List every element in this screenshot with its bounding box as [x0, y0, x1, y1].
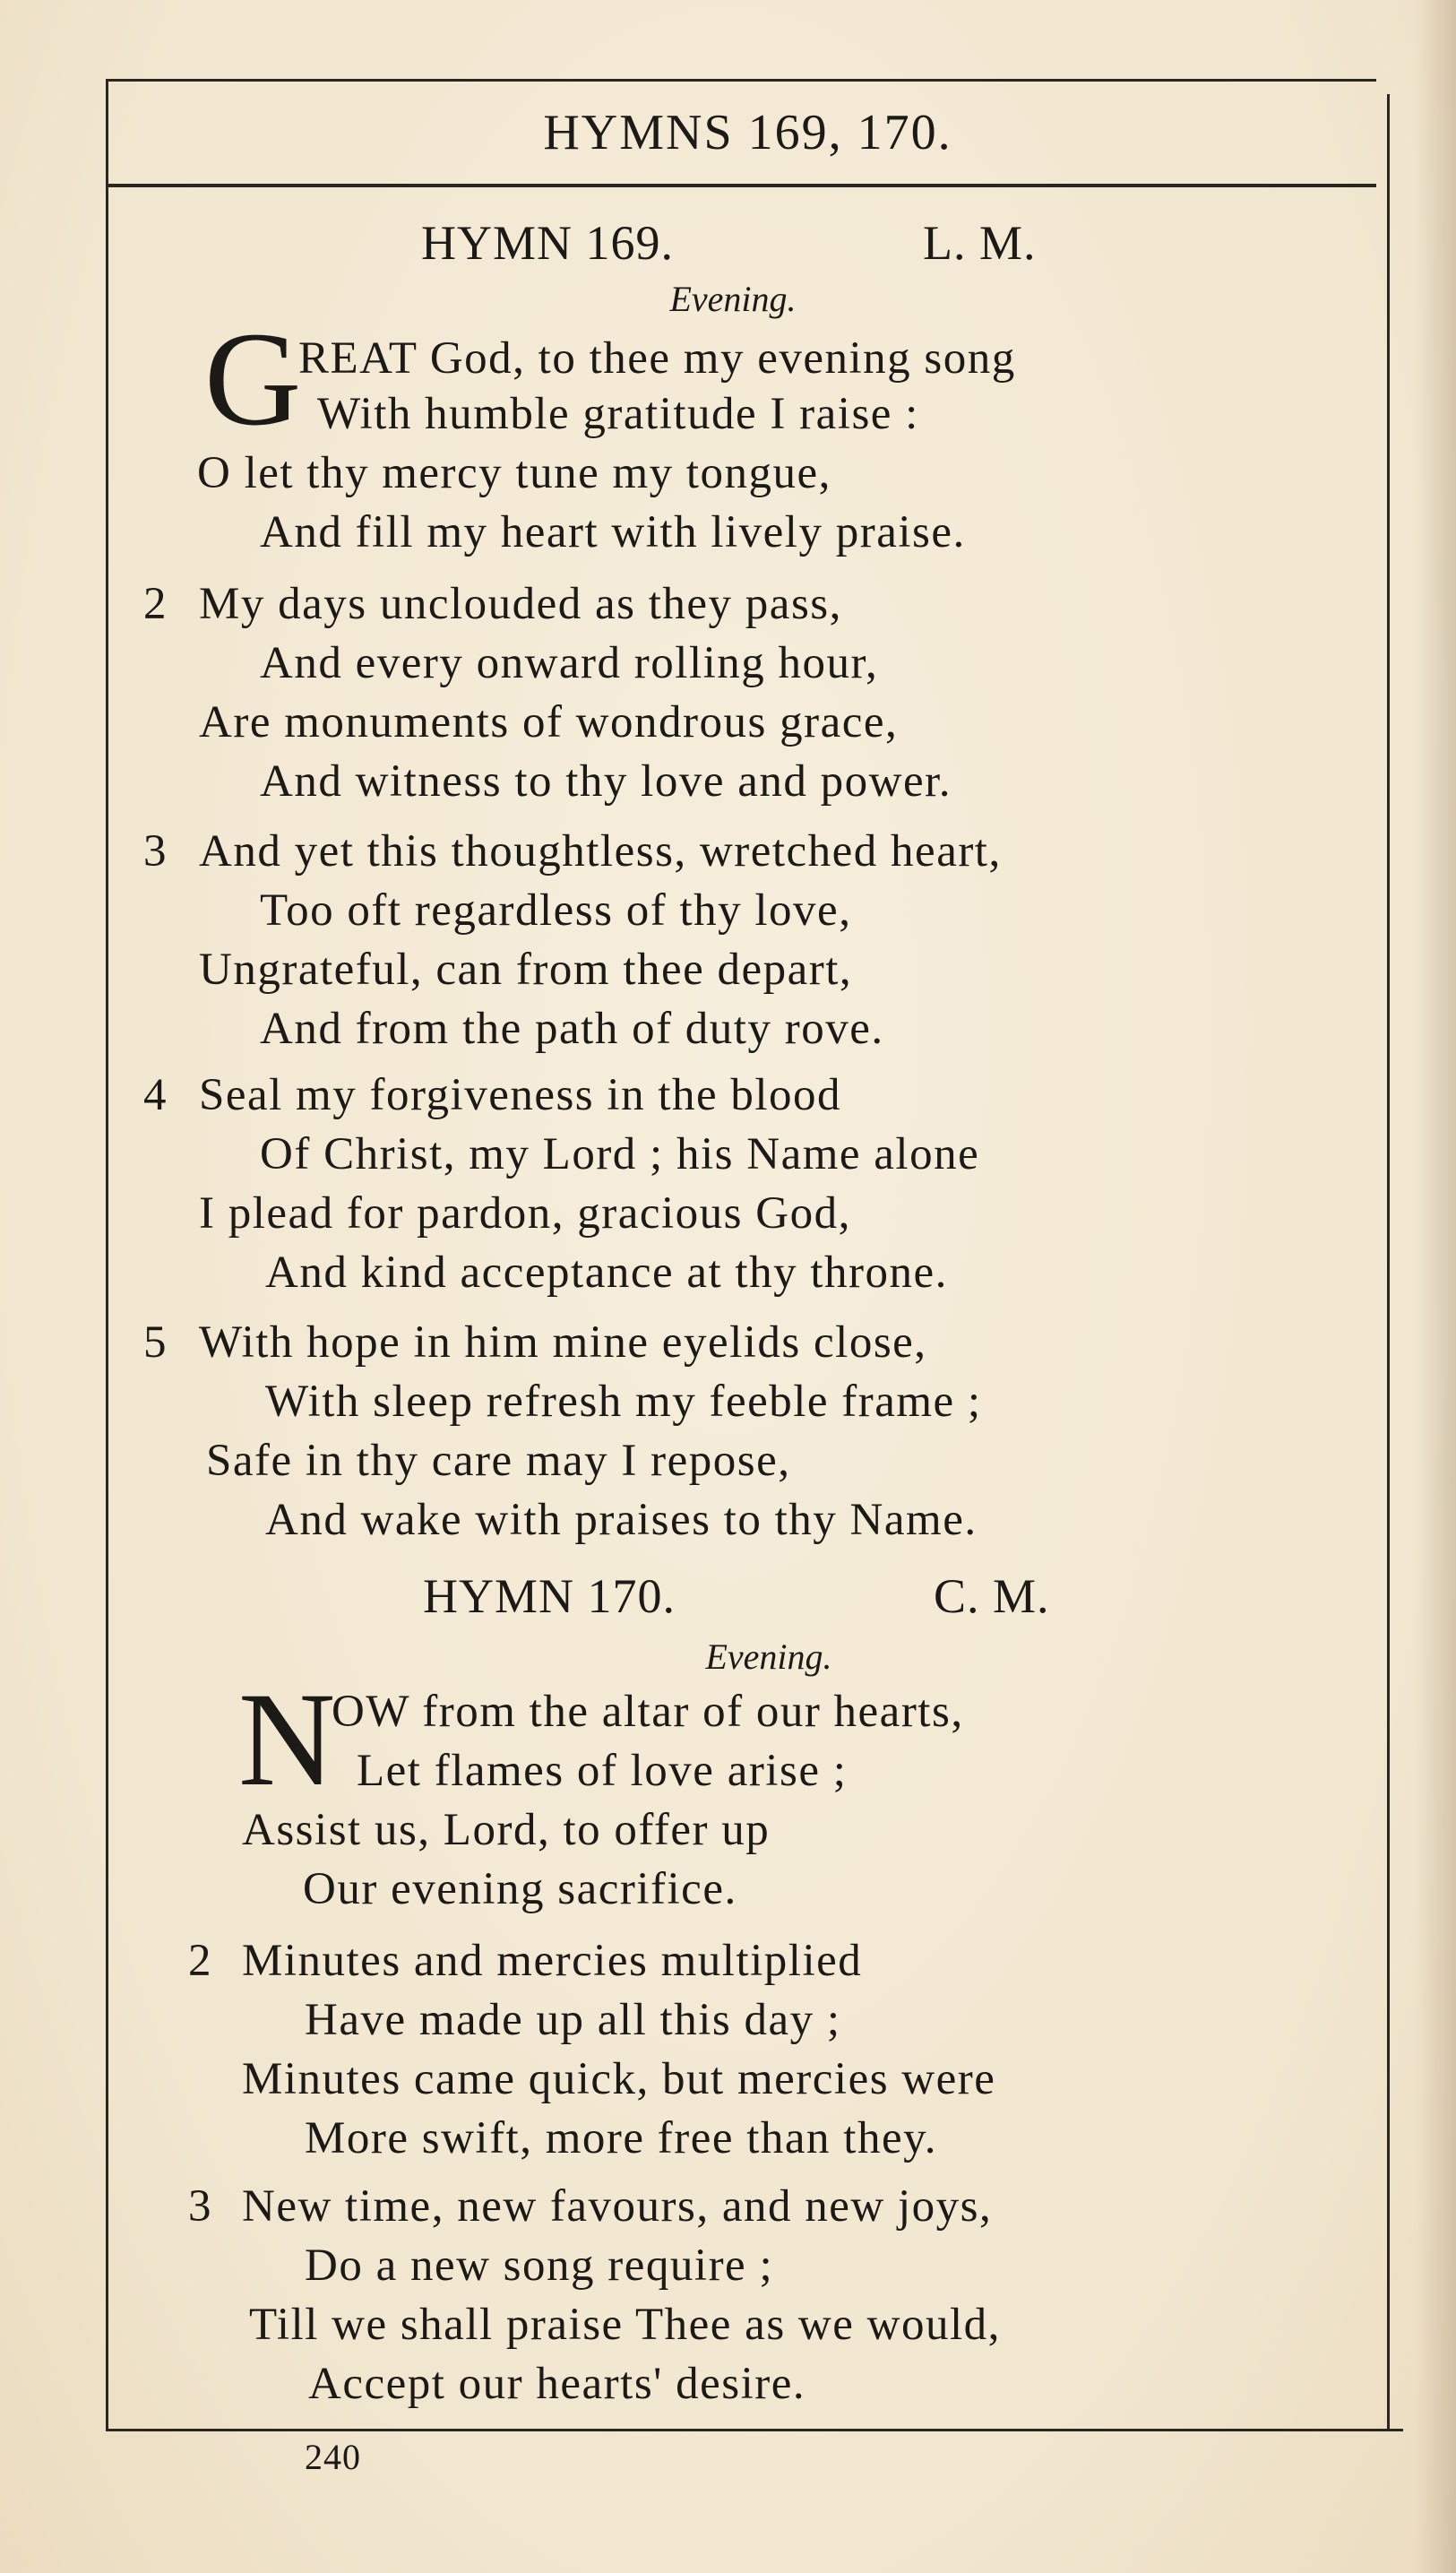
hymn-169-stanza-3-line-3: Ungrateful, can from thee depart, — [199, 945, 853, 995]
hymn-170-subtitle: Evening. — [705, 1636, 832, 1677]
page-number: 240 — [305, 2437, 361, 2477]
hymn-169-stanza-5-line-3: Safe in thy care may I repose, — [206, 1436, 791, 1486]
hymn-169-stanza-4-line-3: I plead for pardon, gracious God, — [199, 1188, 851, 1239]
hymn-169-stanza-4-line-1: Seal my forgiveness in the blood — [199, 1070, 842, 1120]
hymn-169-stanza-2-number: 2 — [143, 579, 167, 629]
hymn-169-stanza-3-number: 3 — [143, 826, 167, 876]
hymn-169-title: HYMN 169. — [421, 216, 675, 270]
hymn-169-stanza-3-line-2: Too oft regardless of thy love, — [260, 885, 852, 936]
hymn-169-stanza-3-line-4: And from the path of duty rove. — [260, 1004, 884, 1054]
page-edge-shading — [1416, 0, 1456, 2573]
hymn-170-dropcap: N — [238, 1665, 336, 1814]
hymn-169-stanza-3-line-1: And yet this thoughtless, wretched heart, — [199, 826, 1002, 876]
hymn-169-dropcap: G — [204, 305, 302, 453]
hymn-170-stanza-2-line-4: More swift, more free than they. — [305, 2113, 938, 2163]
hymn-170-stanza-3-number: 3 — [188, 2181, 211, 2232]
hymn-169-stanza-2-line-3: Are monuments of wondrous grace, — [199, 697, 899, 747]
hymn-170-stanza-3-line-1: New time, new favours, and new joys, — [242, 2181, 993, 2232]
hymn-169-stanza-2-line-1: My days unclouded as they pass, — [199, 579, 842, 629]
hymn-170-stanza-2-line-2: Have made up all this day ; — [305, 1995, 841, 2045]
hymn-170-stanza-1-line-4: Our evening sacrifice. — [303, 1864, 737, 1914]
hymn-170-stanza-3-line-3: Till we shall praise Thee as we would, — [249, 2300, 1001, 2350]
hymn-169-stanza-5-line-4: And wake with praises to thy Name. — [265, 1495, 978, 1545]
hymn-169-stanza-1-line-2: With humble gratitude I raise : — [317, 389, 919, 439]
hymn-170-meter: C. M. — [934, 1569, 1050, 1623]
hymn-169-stanza-5-line-2: With sleep refresh my feeble frame ; — [265, 1377, 982, 1427]
hymn-170-stanza-3-line-4: Accept our hearts' desire. — [308, 2359, 806, 2409]
hymn-169-stanza-4-number: 4 — [143, 1070, 167, 1120]
hymn-169-meter: L. M. — [923, 216, 1037, 270]
left-rule — [106, 79, 108, 2431]
hymn-170-stanza-2-line-3: Minutes came quick, but mercies were — [242, 2054, 996, 2104]
hymn-169-stanza-2-line-2: And every onward rolling hour, — [260, 638, 879, 688]
hymn-169-stanza-2-line-4: And witness to thy love and power. — [260, 756, 952, 807]
hymn-169-stanza-4-line-4: And kind acceptance at thy throne. — [265, 1248, 948, 1298]
hymn-170-stanza-2-line-1: Minutes and mercies multiplied — [242, 1936, 863, 1986]
header-rule — [106, 184, 1376, 187]
hymn-169-stanza-4-line-2: Of Christ, my Lord ; his Name alone — [260, 1129, 980, 1179]
hymn-170-stanza-2-number: 2 — [188, 1936, 211, 1986]
hymn-170-stanza-3-line-2: Do a new song require ; — [305, 2241, 774, 2291]
hymn-170-title: HYMN 170. — [423, 1569, 676, 1623]
hymn-170-stanza-1-line-3: Assist us, Lord, to offer up — [242, 1805, 771, 1855]
hymn-169-stanza-1-line-4: And fill my heart with lively praise. — [260, 507, 966, 557]
top-rule — [106, 79, 1376, 82]
hymn-169-stanza-1-line-1: REAT God, to thee my evening song — [298, 333, 1016, 384]
hymn-169-stanza-1-line-3: O let thy mercy tune my tongue, — [197, 448, 831, 498]
hymn-169-subtitle: Evening. — [669, 279, 797, 319]
bottom-rule — [106, 2429, 1403, 2431]
hymn-169-stanza-5-number: 5 — [143, 1317, 167, 1368]
hymn-170-stanza-1-line-1: OW from the altar of our hearts, — [332, 1687, 964, 1737]
right-rule — [1387, 94, 1390, 2430]
running-head: HYMNS 169, 170. — [543, 105, 952, 160]
hymn-169-stanza-5-line-1: With hope in him mine eyelids close, — [199, 1317, 927, 1368]
hymn-170-stanza-1-line-2: Let flames of love arise ; — [357, 1746, 848, 1796]
